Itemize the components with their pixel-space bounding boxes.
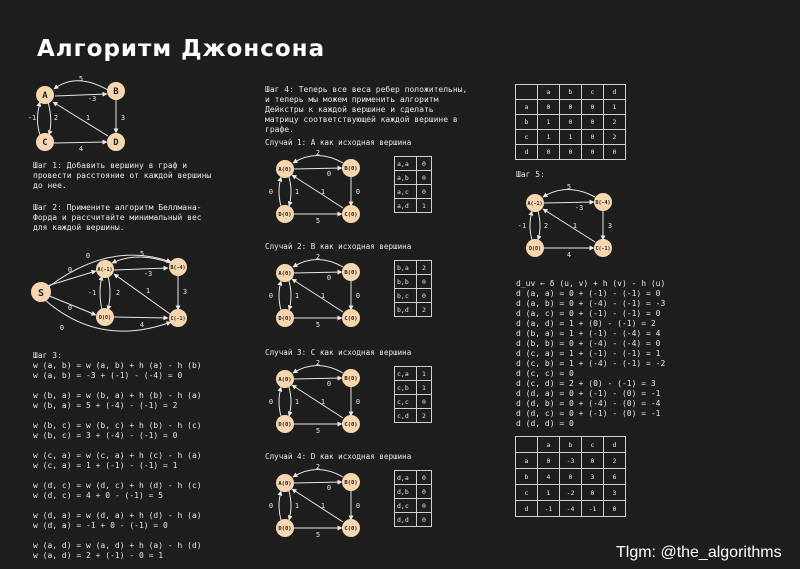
edge-weight-label: 1 [320, 188, 326, 196]
matrix-cell: 3 [604, 485, 626, 501]
edge-weight-label: -3 [143, 270, 153, 278]
header-cell: b [516, 469, 538, 485]
distance-cell: 0 [417, 485, 432, 499]
distance-cell: 0 [417, 499, 432, 513]
pair-cell: c,c [395, 395, 417, 409]
case-node-label: A(0) [278, 377, 292, 383]
edge-weight-label: 1 [145, 287, 151, 295]
header-cell [516, 85, 538, 100]
graph-s-node-label: D(0) [98, 315, 112, 321]
case-node-label: C(0) [344, 422, 358, 428]
case-graph [265, 254, 375, 334]
edge-weight-label: 1 [320, 292, 326, 300]
page-title: Алгоритм Джонсона [37, 36, 326, 62]
header-cell: c [516, 130, 538, 145]
table-row [395, 157, 432, 171]
edge-weight-label: 4 [566, 251, 572, 259]
edge-weight-label: -1 [87, 289, 97, 297]
distance-cell: 0 [417, 275, 432, 289]
pair-cell: b,b [395, 275, 417, 289]
case-label: Случай 1: A как исходная вершина [265, 138, 412, 147]
header-cell: c [582, 437, 604, 453]
matrix-cell: 1 [560, 130, 582, 145]
edge-weight-label: 0 [326, 380, 332, 388]
distance-cell: 1 [417, 367, 432, 381]
pair-cell: b,d [395, 303, 417, 317]
formulas-text: d_uv ← δ (u, v) + h (v) - h (u) d (a, a) = 0 + (-1) - (-1) = 0 d (a, b) = 0 + (-4) - (-1) = -3 d (a, c) = 0 + (-1) - (-1) = 0 d (a, d) = 1 + (0) - (-1) = 2 d (b, a) = 1 + (-1) - (-4) = 4 d (b, b) = 0 + (-4) - (-4) = 0 d (c, a) = 1 + (-1) - (-1) = 1 d (c, b) = 1 + (-4) - (-1) = -2 d (c, c) = 0 d (c, d) = 2 + (0) - (-1) = 3 d (d, a) = 0 + (-1) - (0) = -1 d (d, b) = 0 + (-4) - (0) = -4 d (d, c) = 0 + (-1) - (0) = -1 d (d, d) = 0 [516, 279, 666, 428]
distance-cell: 2 [417, 303, 432, 317]
pair-cell: c,b [395, 381, 417, 395]
table-row [516, 145, 626, 160]
header-cell: a [538, 85, 560, 100]
edge-weight-label: 1 [294, 398, 300, 406]
table-row [516, 485, 626, 501]
case-node-label: D(0) [278, 422, 292, 428]
table-row [395, 261, 432, 275]
header-cell: b [516, 115, 538, 130]
table-row [516, 453, 626, 469]
step5-text: Шаг 5: [516, 170, 545, 179]
pair-cell: d,d [395, 513, 417, 527]
table-row [395, 513, 432, 527]
case-node-label: A(0) [278, 167, 292, 173]
edge-weight-label: 0 [355, 398, 361, 406]
table-row [395, 275, 432, 289]
distance-cell: 0 [417, 471, 432, 485]
table-row [395, 381, 432, 395]
header-cell: d [516, 501, 538, 517]
matrix-cell: 0 [538, 453, 560, 469]
header-cell: a [538, 437, 560, 453]
graph1-node-label: A [42, 91, 48, 101]
matrix-cell: 3 [582, 469, 604, 485]
matrix-cell: 0 [582, 100, 604, 115]
matrix-cell: 0 [582, 453, 604, 469]
table-row [395, 171, 432, 185]
header-cell: b [560, 85, 582, 100]
edge-weight-label: 4 [139, 321, 145, 329]
matrix-cell: 6 [604, 469, 626, 485]
original-weights-graph [515, 184, 625, 264]
case-label: Случай 4: D как исходная вершина [265, 452, 412, 461]
edge-weight-label: 0 [326, 274, 332, 282]
graph-s-node-label: S [37, 288, 45, 299]
edge-weight-label: -3 [87, 95, 97, 103]
pair-cell: a,a [395, 157, 417, 171]
edge-weight-label: 1 [320, 398, 326, 406]
pair-cell: b,c [395, 289, 417, 303]
step4-text: Шаг 4: Теперь все веса ребер положительны, и теперь мы можем применить алгоритм Дейкстры к каждой вершине и сделать матрицу соответствующей каждой вершине в графе. [265, 85, 468, 134]
edge-weight-label: 3 [182, 288, 188, 296]
edge-weight-label: 0 [326, 484, 332, 492]
matrix-cell: 0 [604, 145, 626, 160]
header-cell: a [516, 453, 538, 469]
edge-weight-label: 2 [315, 149, 321, 157]
pair-cell: d,c [395, 499, 417, 513]
matrix-cell: 1 [538, 130, 560, 145]
header-cell [516, 437, 538, 453]
distance-cell: 0 [417, 395, 432, 409]
header-cell: c [582, 85, 604, 100]
matrix-cell: 2 [604, 453, 626, 469]
pair-cell: c,a [395, 367, 417, 381]
edge-weight-label: 5 [315, 427, 321, 435]
edge-weight-label: 5 [315, 531, 321, 539]
case-label: Случай 2: B как исходная вершина [265, 242, 412, 251]
graph1-node-label: D [113, 138, 119, 148]
graph5-node-label: D(0) [528, 246, 542, 252]
edge-weight-label: 0 [326, 170, 332, 178]
matrix-cell: 4 [538, 469, 560, 485]
matrix-cell: 0 [560, 145, 582, 160]
edge-weight-label: 5 [315, 217, 321, 225]
header-cell: d [604, 437, 626, 453]
case-distance-table [394, 470, 432, 527]
edge-weight-label: 2 [315, 253, 321, 261]
edge-weight-label: 0 [268, 292, 274, 300]
table-row [395, 409, 432, 423]
matrix-cell: 0 [582, 130, 604, 145]
table-row [395, 499, 432, 513]
case-distance-table [394, 366, 432, 423]
pair-cell: a,d [395, 199, 417, 213]
edge-weight-label: 2 [115, 289, 121, 297]
edge-weight-label: 0 [355, 188, 361, 196]
case-node-label: C(0) [344, 526, 358, 532]
matrix-cell: 1 [604, 100, 626, 115]
matrix-cell: 0 [582, 145, 604, 160]
edge-weight-label: 1 [320, 502, 326, 510]
table-row [516, 85, 626, 100]
case-node-label: D(0) [278, 212, 292, 218]
case-node-label: C(0) [344, 316, 358, 322]
table-row [395, 367, 432, 381]
edge-weight-label: 1 [294, 292, 300, 300]
case-distance-table [394, 260, 432, 317]
matrix-cell: -1 [538, 501, 560, 517]
edge-weight-label: 0 [67, 266, 73, 274]
matrix-cell: 0 [560, 115, 582, 130]
edge-weight-label: 4 [78, 145, 84, 153]
pair-cell: c,d [395, 409, 417, 423]
matrix-cell: 0 [582, 485, 604, 501]
edge-weight-label: 5 [78, 75, 84, 83]
matrix-cell: -3 [560, 453, 582, 469]
distance-cell: 0 [417, 185, 432, 199]
matrix-cell: 0 [560, 469, 582, 485]
edge-weight-label: 0 [355, 292, 361, 300]
edge-weight-label: 0 [268, 188, 274, 196]
case-node-label: D(0) [278, 526, 292, 532]
edge-weight-label: 0 [59, 324, 65, 332]
case-label: Случай 3: C как исходная вершина [265, 348, 412, 357]
distance-cell: 0 [417, 289, 432, 303]
graph1-node-label: B [113, 87, 119, 97]
graph5-node-label: C(-1) [595, 246, 611, 252]
edge-weight-label: 5 [139, 250, 145, 258]
table-row [395, 485, 432, 499]
header-cell: c [516, 485, 538, 501]
matrix-cell: 0 [604, 501, 626, 517]
reweighted-matrix [515, 84, 626, 160]
header-cell: b [560, 437, 582, 453]
case-graph [265, 464, 375, 544]
edge-weight-label: 0 [85, 252, 91, 260]
pair-cell: b,a [395, 261, 417, 275]
graph-s-node-label: C(-1) [170, 316, 186, 322]
graph1-node-label: C [42, 138, 48, 148]
graph5-node-label: B(-4) [595, 200, 611, 206]
matrix-cell: 2 [604, 130, 626, 145]
header-cell: a [516, 100, 538, 115]
edge-weight-label: 0 [355, 502, 361, 510]
case-node-label: B(0) [344, 376, 358, 382]
edge-weight-label: 0 [67, 304, 73, 312]
edge-weight-label: 1 [294, 502, 300, 510]
distance-cell: 0 [417, 171, 432, 185]
table-row [395, 289, 432, 303]
final-distance-matrix [515, 436, 626, 517]
table-row [516, 115, 626, 130]
edge-weight-label: 3 [120, 114, 126, 122]
table-row [395, 471, 432, 485]
graph-s-node-label: A(-1) [97, 267, 113, 273]
table-row [516, 501, 626, 517]
table-row [516, 437, 626, 453]
step3-text: Шаг 3: w (a, b) = w (a, b) + h (a) - h (b) w (a, b) = -3 + (-1) - (-4) = 0 w (b, a) = w (b, a) + h (b) - h (a) w (b, a) = 5 + (-4) - (-1) = 2 w (b, c) = w (b, c) + h (b) - h (c) w (b, c) = 3 + (-4) - (-1) = 0 w (c, a) = w (c, a) + h (c) - h (a) w (c, a) = 1 + (-1) - (-1) = 1 w (d, c) = w (d, c) + h (d) - h (c) w (d, c) = 4 + 0 - (-1) = 5 w (d, a) = w (d, a) + h (d) - h (a) w (d, a) = -1 + 0 - (-1) = 0 w (a, d) = w (a, d) + h (a) - h (d) w (a, d) = 2 + (-1) - 0 = 1 [33, 351, 202, 560]
edge-weight-label: 2 [543, 222, 549, 230]
table-row [395, 395, 432, 409]
case-node-label: C(0) [344, 212, 358, 218]
case-node-label: B(0) [344, 166, 358, 172]
pair-cell: d,b [395, 485, 417, 499]
step1-text: Шаг 1: Добавить вершину в граф и провести расстояние от каждой вершины до нее. [33, 161, 212, 190]
table-row [395, 185, 432, 199]
pair-cell: a,c [395, 185, 417, 199]
header-cell: d [516, 145, 538, 160]
matrix-cell: 1 [538, 115, 560, 130]
matrix-cell: 2 [604, 115, 626, 130]
edge-weight-label: 3 [607, 222, 613, 230]
case-node-label: A(0) [278, 481, 292, 487]
distance-cell: 2 [417, 261, 432, 275]
table-row [516, 469, 626, 485]
distance-cell: 0 [417, 513, 432, 527]
matrix-cell: 1 [538, 485, 560, 501]
edge-weight-label: 5 [315, 321, 321, 329]
edge-weight-label: 1 [85, 114, 91, 122]
matrix-cell: -1 [582, 501, 604, 517]
case-node-label: D(0) [278, 316, 292, 322]
distance-cell: 1 [417, 199, 432, 213]
matrix-cell: -2 [560, 485, 582, 501]
table-row [516, 100, 626, 115]
edge-weight-label: 0 [268, 398, 274, 406]
edge-weight-label: 2 [315, 359, 321, 367]
edge-weight-label: 2 [53, 114, 59, 122]
step2-text: Шаг 2: Примените алгоритм Беллмана- Форда и рассчитайте минимальный вес для каждой вершины. [33, 203, 202, 232]
case-node-label: A(0) [278, 271, 292, 277]
pair-cell: a,b [395, 171, 417, 185]
edge-weight-label: 1 [572, 222, 578, 230]
table-row [395, 303, 432, 317]
case-distance-table [394, 156, 432, 213]
graph-s-node-label: B(-4) [170, 265, 186, 271]
original-graph [26, 75, 138, 158]
edge-weight-label: 2 [315, 463, 321, 471]
footer-handle: Tlgm: @the_algorithms [616, 544, 782, 561]
matrix-cell: 0 [582, 115, 604, 130]
matrix-cell: 0 [538, 100, 560, 115]
matrix-cell: -4 [560, 501, 582, 517]
edge-weight-label: 5 [566, 183, 572, 191]
table-row [516, 130, 626, 145]
case-graph [265, 150, 375, 230]
pair-cell: d,a [395, 471, 417, 485]
table-row [395, 199, 432, 213]
graph5-node-label: A(-1) [527, 201, 543, 207]
distance-cell: 0 [417, 157, 432, 171]
matrix-cell: 0 [538, 145, 560, 160]
case-node-label: B(0) [344, 480, 358, 486]
edge-weight-label: 0 [268, 502, 274, 510]
matrix-cell: 0 [560, 100, 582, 115]
edge-weight-label: -3 [574, 204, 584, 212]
case-node-label: B(0) [344, 270, 358, 276]
edge-weight-label: 1 [294, 188, 300, 196]
distance-cell: 2 [417, 409, 432, 423]
edge-weight-label: -1 [517, 222, 527, 230]
edge-weight-label: -1 [27, 114, 37, 122]
distance-cell: 1 [417, 381, 432, 395]
case-graph [265, 360, 375, 440]
bellman-ford-graph [30, 248, 200, 338]
header-cell: d [604, 85, 626, 100]
